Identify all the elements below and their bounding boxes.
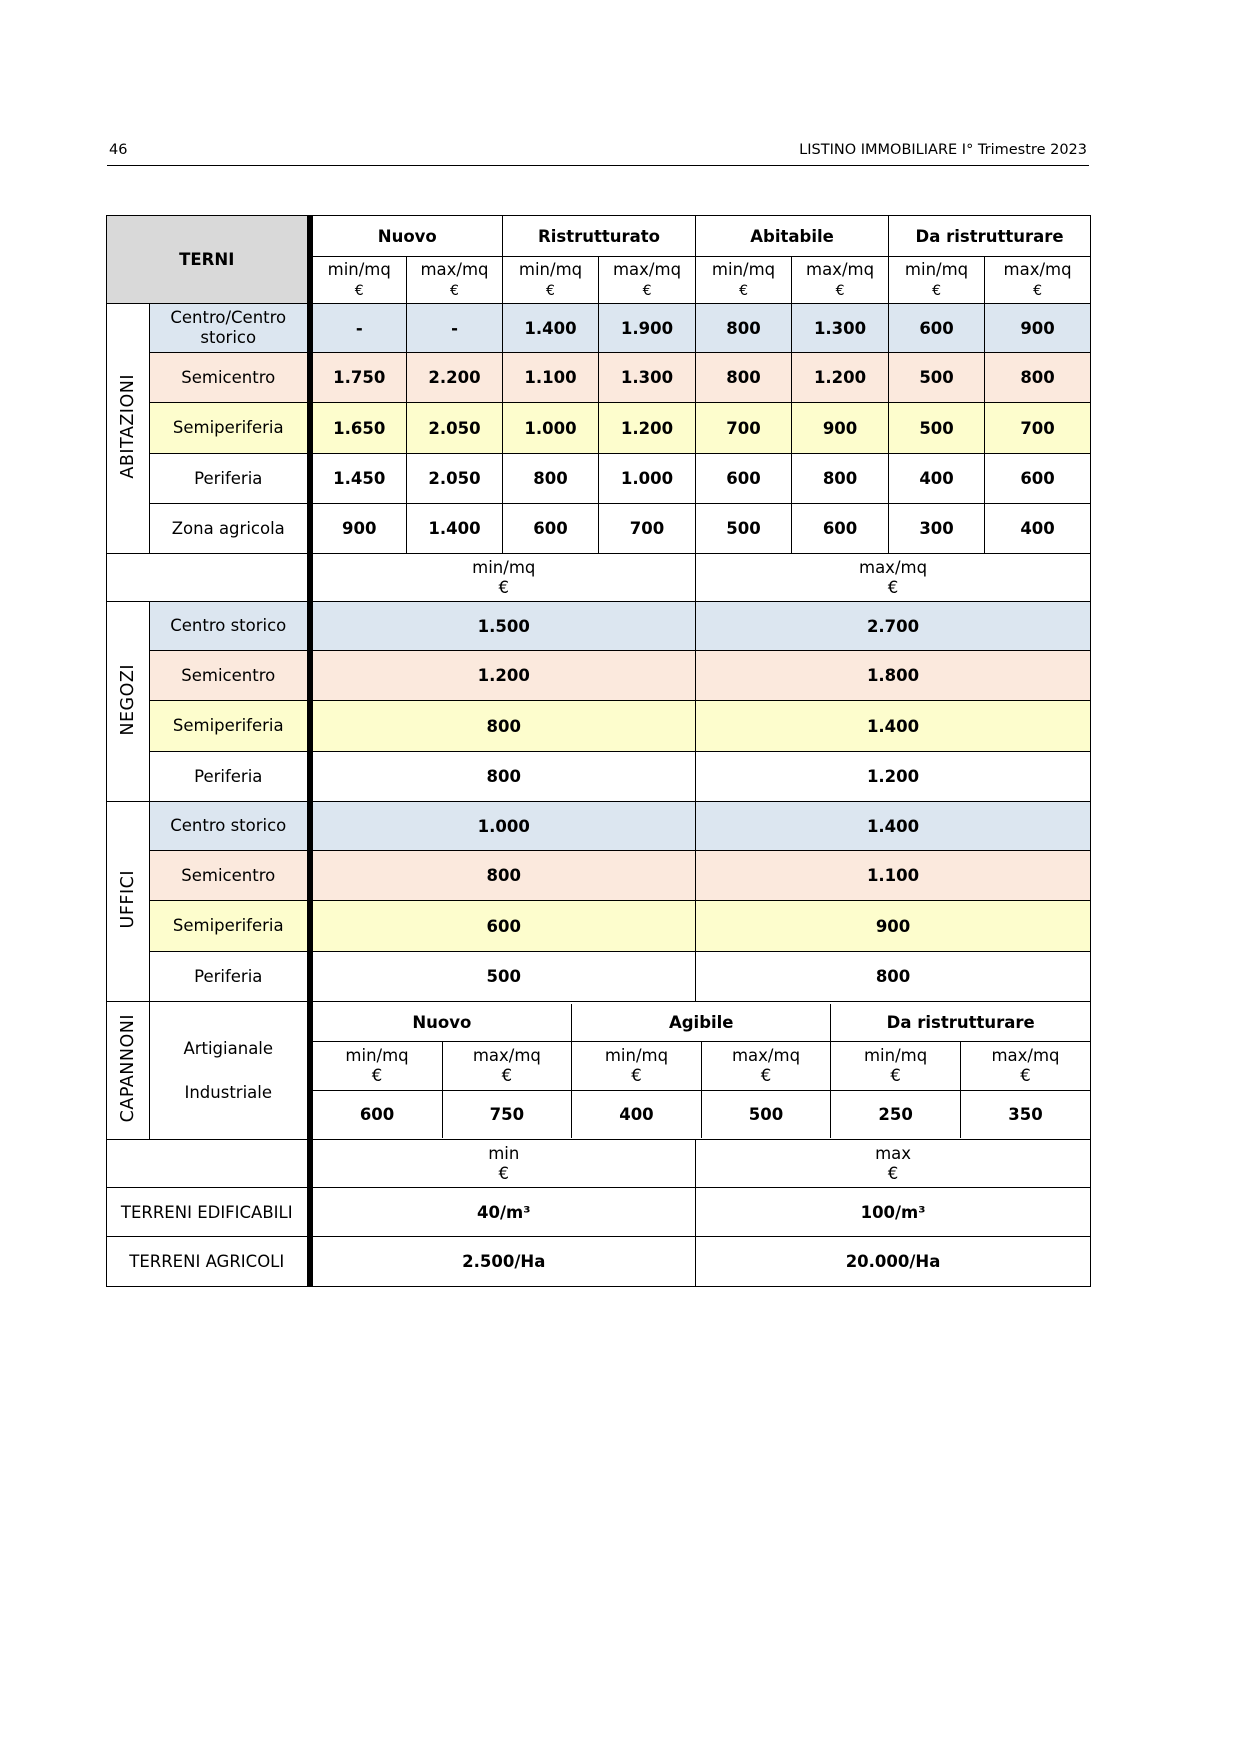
table-row <box>107 952 1091 1002</box>
group-header: Da ristrutturare <box>831 1004 1090 1042</box>
unit-header: min/mq € <box>503 257 599 304</box>
price-cell: 1.000 <box>599 454 696 504</box>
page-number: 46 <box>109 142 128 158</box>
unit-header: min € <box>310 1140 696 1188</box>
price-cell: 1.400 <box>696 802 1091 851</box>
price-cell: 350 <box>960 1091 1090 1138</box>
unit-header: min/mq € <box>313 1042 443 1091</box>
table-row <box>107 602 1091 651</box>
zone-label: Centro storico <box>150 602 310 651</box>
price-cell: 40/m³ <box>310 1188 696 1237</box>
unit-header: max/mq € <box>701 1042 831 1091</box>
unit-header: min/mq € <box>831 1042 961 1091</box>
table-row <box>107 454 1091 504</box>
price-cell: 600 <box>503 504 599 554</box>
price-cell: 800 <box>696 304 792 353</box>
price-cell: 100/m³ <box>696 1188 1091 1237</box>
price-cell: 800 <box>503 454 599 504</box>
price-cell: 400 <box>889 454 985 504</box>
price-cell: 900 <box>792 403 889 454</box>
price-cell: 1.100 <box>503 353 599 403</box>
unit-header: max € <box>696 1140 1091 1188</box>
unit-header: max/mq € <box>960 1042 1090 1091</box>
table-row <box>107 802 1091 851</box>
unit-header: max/mq € <box>407 257 503 304</box>
price-cell: 250 <box>831 1091 961 1138</box>
group-header: Ristrutturato <box>503 216 696 257</box>
price-cell: 600 <box>889 304 985 353</box>
price-cell: 500 <box>696 504 792 554</box>
price-cell: 1.500 <box>310 602 696 651</box>
zone-label: Centro/Centro storico <box>150 304 310 353</box>
price-cell: 750 <box>442 1091 572 1138</box>
zone-label: Centro storico <box>150 802 310 851</box>
section-label: UFFICI <box>107 802 150 1002</box>
price-cell: 400 <box>572 1091 702 1138</box>
zone-label: Semicentro <box>150 651 310 701</box>
price-cell: 800 <box>985 353 1091 403</box>
price-cell: 1.100 <box>696 851 1091 901</box>
price-cell: 700 <box>599 504 696 554</box>
capannoni-table <box>313 1004 1091 1138</box>
price-cell: 800 <box>310 752 696 802</box>
table-row <box>107 403 1091 454</box>
price-cell: 1.300 <box>792 304 889 353</box>
price-cell: - <box>407 304 503 353</box>
price-cell: 300 <box>889 504 985 554</box>
unit-header: min/mq € <box>310 554 696 602</box>
land-label: TERRENI AGRICOLI <box>107 1237 310 1287</box>
price-cell: 800 <box>310 851 696 901</box>
table-row <box>107 901 1091 952</box>
group-header: Nuovo <box>313 1004 572 1042</box>
price-cell: 800 <box>792 454 889 504</box>
zone-label: Periferia <box>150 752 310 802</box>
unit-header: min/mq € <box>572 1042 702 1091</box>
table-row <box>107 1002 1091 1140</box>
price-cell: 700 <box>696 403 792 454</box>
price-cell: 1.000 <box>503 403 599 454</box>
unit-header: max/mq € <box>442 1042 572 1091</box>
zone-label: Semicentro <box>150 353 310 403</box>
price-cell: 2.050 <box>407 454 503 504</box>
price-cell: 1.000 <box>310 802 696 851</box>
price-cell: 600 <box>310 901 696 952</box>
price-cell: 500 <box>701 1091 831 1138</box>
table-row <box>107 1237 1091 1287</box>
city-title: TERNI <box>107 216 310 304</box>
unit-header-row <box>107 554 1091 602</box>
price-cell: 1.650 <box>310 403 407 454</box>
unit-header: min/mq € <box>889 257 985 304</box>
page-header <box>107 140 1089 166</box>
unit-header: max/mq € <box>696 554 1091 602</box>
table-row <box>107 752 1091 802</box>
price-cell: 800 <box>310 701 696 752</box>
empty-cell <box>107 554 310 602</box>
zone-label: Zona agricola <box>150 504 310 554</box>
price-cell: 1.200 <box>792 353 889 403</box>
price-cell: 900 <box>696 901 1091 952</box>
price-cell: 600 <box>696 454 792 504</box>
unit-header: max/mq € <box>599 257 696 304</box>
price-cell: 600 <box>985 454 1091 504</box>
price-cell: 1.400 <box>407 504 503 554</box>
price-cell: 20.000/Ha <box>696 1237 1091 1287</box>
price-cell: 1.400 <box>503 304 599 353</box>
price-cell: 500 <box>310 952 696 1002</box>
running-title: LISTINO IMMOBILIARE I° Trimestre 2023 <box>799 142 1087 158</box>
table-row <box>107 701 1091 752</box>
unit-header-row <box>107 1140 1091 1188</box>
capannoni-grid <box>310 1002 1091 1140</box>
price-cell: 600 <box>792 504 889 554</box>
zone-label: Periferia <box>150 952 310 1002</box>
table-row <box>107 851 1091 901</box>
price-cell: 2.500/Ha <box>310 1237 696 1287</box>
group-header: Nuovo <box>310 216 503 257</box>
price-cell: 1.800 <box>696 651 1091 701</box>
table-row <box>107 651 1091 701</box>
price-cell: 500 <box>889 353 985 403</box>
section-label: ABITAZIONI <box>107 304 150 554</box>
section-label: NEGOZI <box>107 602 150 802</box>
table-row <box>107 304 1091 353</box>
table-row <box>107 1188 1091 1237</box>
unit-header: max/mq € <box>792 257 889 304</box>
zone-label: Semiperiferia <box>150 403 310 454</box>
price-cell: 1.200 <box>599 403 696 454</box>
zone-label: Periferia <box>150 454 310 504</box>
price-table <box>106 215 1091 1287</box>
table-row <box>107 504 1091 554</box>
price-cell: 1.300 <box>599 353 696 403</box>
price-cell: 2.050 <box>407 403 503 454</box>
price-cell: 1.750 <box>310 353 407 403</box>
section-label: CAPANNONI <box>107 1002 150 1140</box>
price-cell: 2.700 <box>696 602 1091 651</box>
building-types <box>150 1002 310 1140</box>
price-cell: 800 <box>696 952 1091 1002</box>
price-cell: - <box>310 304 407 353</box>
price-cell: 1.200 <box>310 651 696 701</box>
zone-label: Semiperiferia <box>150 901 310 952</box>
price-cell: 1.450 <box>310 454 407 504</box>
building-type: Artigianale <box>183 1038 274 1058</box>
price-cell: 600 <box>313 1091 443 1138</box>
price-cell: 1.200 <box>696 752 1091 802</box>
unit-header: min/mq € <box>310 257 407 304</box>
building-type: Industriale <box>184 1082 273 1102</box>
group-header: Abitabile <box>696 216 889 257</box>
group-header: Agibile <box>572 1004 831 1042</box>
unit-header: min/mq € <box>696 257 792 304</box>
price-cell: 800 <box>696 353 792 403</box>
group-header-row <box>107 216 1091 257</box>
price-cell: 700 <box>985 403 1091 454</box>
table-row <box>107 353 1091 403</box>
price-cell: 1.400 <box>696 701 1091 752</box>
zone-label: Semicentro <box>150 851 310 901</box>
price-cell: 400 <box>985 504 1091 554</box>
group-header: Da ristrutturare <box>889 216 1091 257</box>
price-cell: 900 <box>310 504 407 554</box>
price-cell: 500 <box>889 403 985 454</box>
land-label: TERRENI EDIFICABILI <box>107 1188 310 1237</box>
price-cell: 2.200 <box>407 353 503 403</box>
price-cell: 1.900 <box>599 304 696 353</box>
price-cell: 900 <box>985 304 1091 353</box>
zone-label: Semiperiferia <box>150 701 310 752</box>
unit-header: max/mq € <box>985 257 1091 304</box>
empty-cell <box>107 1140 310 1188</box>
